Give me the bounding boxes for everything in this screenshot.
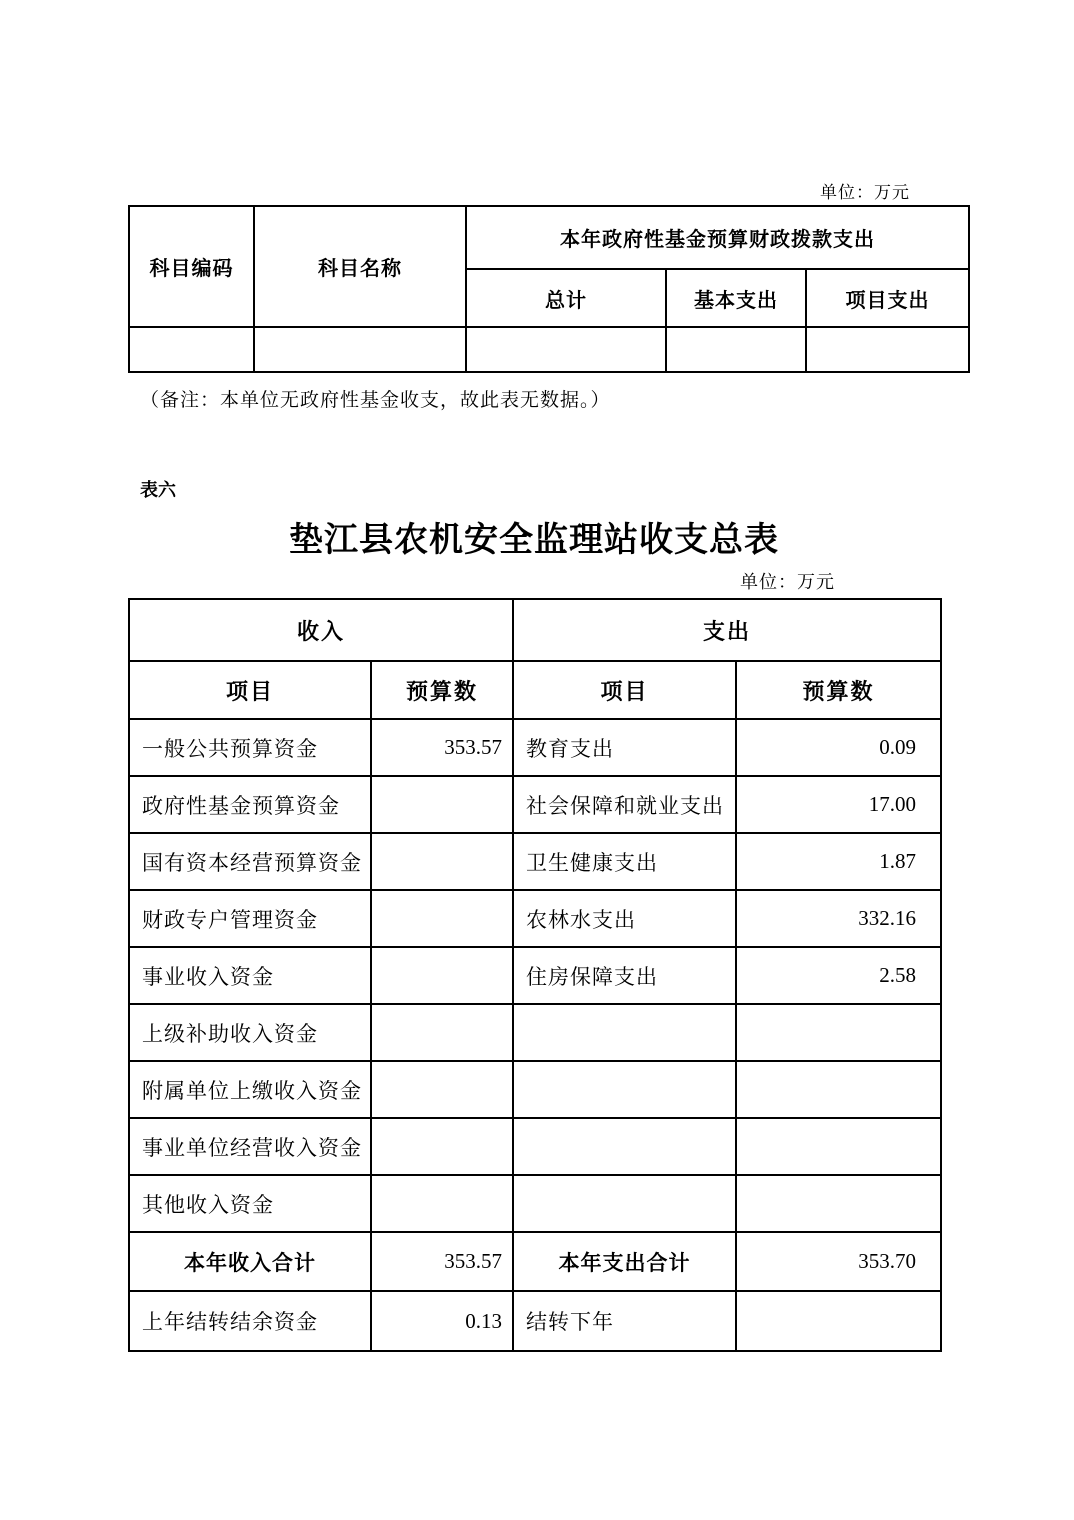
expense-item [513,1118,736,1175]
income-expense-summary-table [128,598,942,1352]
fund-table-empty-row [129,327,969,372]
empty-cell [666,327,806,372]
fund-col-group-header: 本年政府性基金预算财政拨款支出 [466,206,969,269]
table-row [129,1061,941,1118]
empty-cell [806,327,969,372]
income-item: 附属单位上缴收入资金 [129,1061,371,1118]
table-row [129,890,941,947]
carryover-row [129,1291,941,1351]
income-item: 事业单位经营收入资金 [129,1118,371,1175]
expense-item: 教育支出 [513,719,736,776]
empty-cell [254,327,466,372]
expense-item [513,1175,736,1232]
summary-header-row-1 [129,599,941,661]
empty-cell [129,327,254,372]
unit-label-main: 单位：万元 [740,572,835,592]
expense-value: 1.87 [736,833,941,890]
income-item: 一般公共预算资金 [129,719,371,776]
income-value [371,833,513,890]
income-value [371,947,513,1004]
income-total-value: 353.57 [371,1232,513,1291]
income-item-column-header: 项目 [129,661,371,719]
income-item: 上级补助收入资金 [129,1004,371,1061]
expense-budget-column-header: 预算数 [736,661,941,719]
expense-item: 结转下年 [513,1291,736,1351]
income-value [371,776,513,833]
expense-item-column-header: 项目 [513,661,736,719]
expense-value: 0.09 [736,719,941,776]
income-item: 上年结转结余资金 [129,1291,371,1351]
income-value: 353.57 [371,719,513,776]
expense-value: 2.58 [736,947,941,1004]
table-row [129,833,941,890]
expense-item [513,1004,736,1061]
income-total-label: 本年收入合计 [129,1232,371,1291]
income-item: 政府性基金预算资金 [129,776,371,833]
total-row [129,1232,941,1291]
fund-table-note: （备注：本单位无政府性基金收支，故此表无数据。） [140,390,611,411]
income-budget-column-header: 预算数 [371,661,513,719]
expense-total-value: 353.70 [736,1232,941,1291]
expense-value: 17.00 [736,776,941,833]
page-title: 垫江县农机安全监理站收支总表 [289,522,779,559]
empty-cell [466,327,666,372]
table-row [129,776,941,833]
fund-col-total-header: 总计 [466,269,666,327]
table-row [129,719,941,776]
table-row [129,1175,941,1232]
expense-value [736,1175,941,1232]
expense-value [736,1291,941,1351]
income-value [371,1004,513,1061]
fund-col-code-header: 科目编码 [129,206,254,327]
expense-item: 社会保障和就业支出 [513,776,736,833]
fund-budget-table [128,205,970,373]
income-value [371,1118,513,1175]
income-item: 国有资本经营预算资金 [129,833,371,890]
income-value [371,1061,513,1118]
fund-table-header-row-1 [129,206,969,269]
expense-value: 332.16 [736,890,941,947]
expense-total-label: 本年支出合计 [513,1232,736,1291]
income-value: 0.13 [371,1291,513,1351]
fund-col-name-header: 科目名称 [254,206,466,327]
expense-section-header: 支出 [513,599,941,661]
income-value [371,1175,513,1232]
expense-item [513,1061,736,1118]
income-item: 事业收入资金 [129,947,371,1004]
expense-item: 住房保障支出 [513,947,736,1004]
expense-value [736,1061,941,1118]
income-item: 财政专户管理资金 [129,890,371,947]
expense-value [736,1118,941,1175]
table-row [129,1004,941,1061]
income-item: 其他收入资金 [129,1175,371,1232]
income-value [371,890,513,947]
fund-col-basic-header: 基本支出 [666,269,806,327]
summary-header-row-2 [129,661,941,719]
table-row [129,1118,941,1175]
expense-value [736,1004,941,1061]
fund-col-project-header: 项目支出 [806,269,969,327]
unit-label-top: 单位：万元 [820,183,910,202]
table-row [129,947,941,1004]
table-index-label: 表六 [140,480,176,500]
expense-item: 卫生健康支出 [513,833,736,890]
expense-item: 农林水支出 [513,890,736,947]
income-section-header: 收入 [129,599,513,661]
